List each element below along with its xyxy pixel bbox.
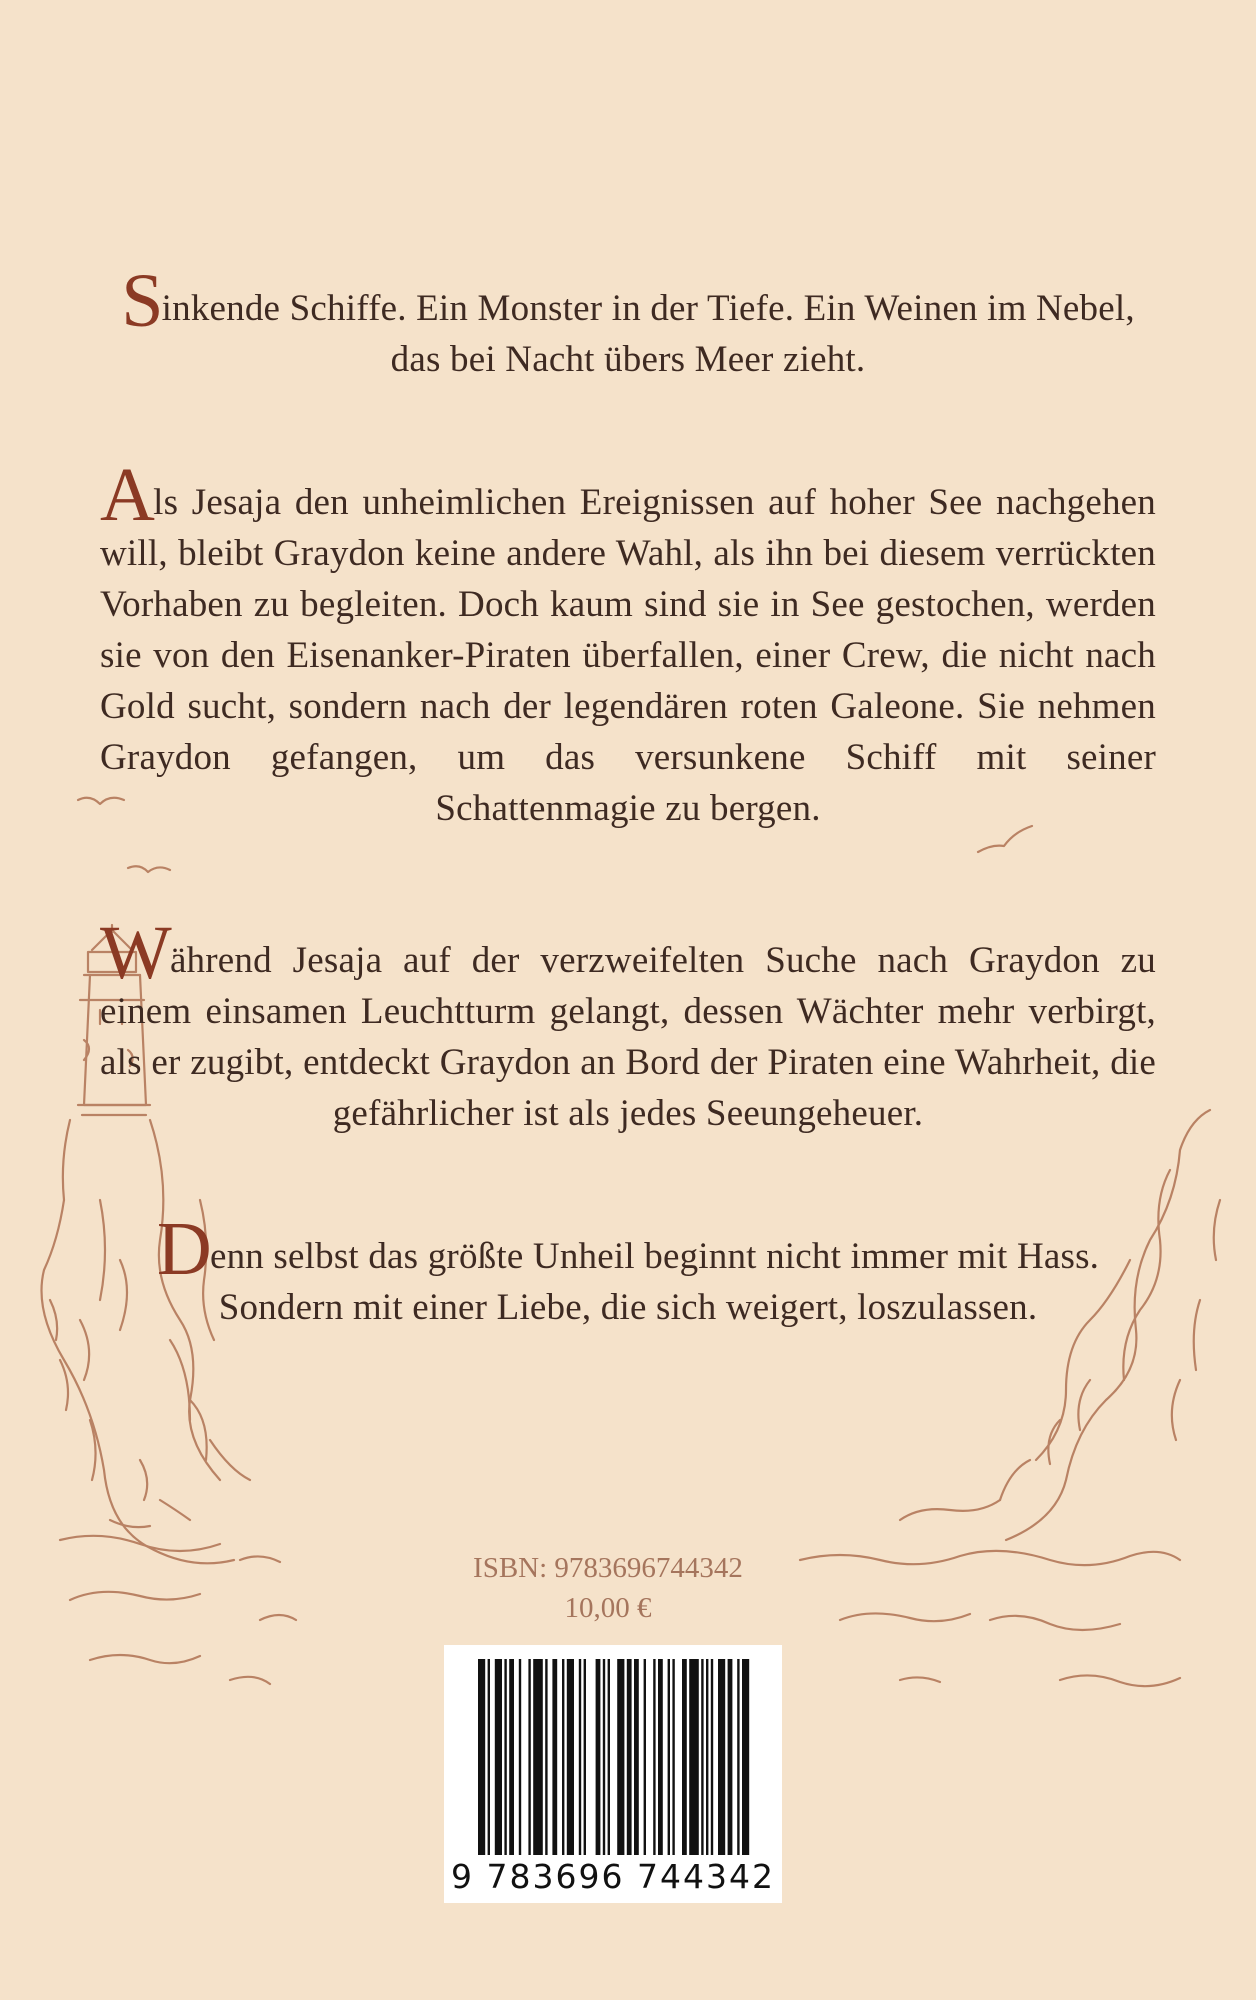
barcode-bar xyxy=(608,1659,610,1855)
barcode-bar xyxy=(689,1659,699,1855)
barcode-bar xyxy=(701,1659,703,1855)
blurb-paragraph-1 xyxy=(100,259,1156,385)
barcode-bar xyxy=(488,1659,490,1855)
barcode-bar xyxy=(718,1659,725,1855)
blurb-paragraph-2 xyxy=(100,453,1156,834)
barcode-bar xyxy=(562,1659,564,1855)
barcode-bar xyxy=(533,1659,543,1855)
barcode-bar xyxy=(617,1659,624,1855)
barcode-bar xyxy=(584,1659,586,1855)
drop-cap: S xyxy=(121,259,164,343)
barcode-bar xyxy=(658,1659,663,1855)
barcode-bar xyxy=(545,1659,547,1855)
barcode-bar xyxy=(668,1659,670,1855)
paragraph-text: enn selbst das größte Unheil beginnt nicht immer mit Hass. Sondern mit einer Liebe, die sich weigert, loszulassen. xyxy=(209,1236,1100,1328)
barcode-bar xyxy=(579,1659,581,1855)
barcode-bar xyxy=(653,1659,655,1855)
barcode-digits: 9 783696 744342 xyxy=(451,1857,775,1896)
barcode-bar xyxy=(737,1659,739,1855)
right-cliff-illustration xyxy=(800,1110,1220,1686)
barcode-bar xyxy=(742,1659,749,1855)
barcode xyxy=(444,1645,782,1903)
isbn-price-block xyxy=(440,1548,776,1628)
barcode-bar xyxy=(567,1659,574,1855)
paragraph-text: inkende Schiffe. Ein Monster in der Tiefe. Ein Weinen im Nebel, das bei Nacht übers Meer zieht. xyxy=(161,288,1135,380)
drop-cap: D xyxy=(156,1207,212,1291)
drop-cap: W xyxy=(100,911,172,995)
barcode-bar xyxy=(509,1659,514,1855)
left-cliff-illustration xyxy=(42,1120,297,1684)
barcode-bar xyxy=(528,1659,530,1855)
barcode-bar xyxy=(682,1659,687,1855)
barcode-bar xyxy=(495,1659,502,1855)
paragraph-text: ährend Jesaja auf der verzweifelten Suche nach Graydon zu einem einsamen Leuchtturm gelangt, dessen Wächter mehr verbirgt, als er zugibt, entdeckt Graydon an Bord der Piraten eine Wahrheit, die gefährlicher ist als jedes Seeungeheuer. xyxy=(100,940,1156,1134)
barcode-bar xyxy=(596,1659,601,1855)
barcode-bar xyxy=(627,1659,632,1855)
barcode-bar xyxy=(706,1659,708,1855)
barcode-bar xyxy=(672,1659,674,1855)
barcode-bar xyxy=(478,1659,485,1855)
barcode-bar xyxy=(603,1659,605,1855)
blurb-paragraph-3 xyxy=(100,911,1156,1139)
barcode-bar xyxy=(728,1659,733,1855)
paragraph-text: ls Jesaja den unheimlichen Ereignissen auf hoher See nachgehen will, bleibt Graydon keine andere Wahl, als ihn bei diesem verrückten Vorhaben zu begleiten. Doch kaum sind sie in See gestochen, werden sie von den Eisenanker-Piraten überfallen, einer Crew, die nicht nach Gold sucht, sondern nach der legendären roten Galeone. Sie nehmen Graydon gefangen, um das versunkene Schiff mit seiner Schattenmagie zu bergen. xyxy=(100,482,1156,829)
seagull-icon xyxy=(128,866,170,872)
isbn-text: ISBN: 9783696744342 xyxy=(473,1552,743,1584)
barcode-bar xyxy=(644,1659,646,1855)
price-text: 10,00 € xyxy=(564,1592,652,1624)
blurb-paragraph-4 xyxy=(100,1207,1156,1333)
barcode-bar xyxy=(552,1659,557,1855)
barcode-bar xyxy=(504,1659,506,1855)
barcode-bar xyxy=(519,1659,521,1855)
barcode-bar xyxy=(711,1659,713,1855)
barcode-bar xyxy=(634,1659,639,1855)
drop-cap: A xyxy=(100,453,156,537)
